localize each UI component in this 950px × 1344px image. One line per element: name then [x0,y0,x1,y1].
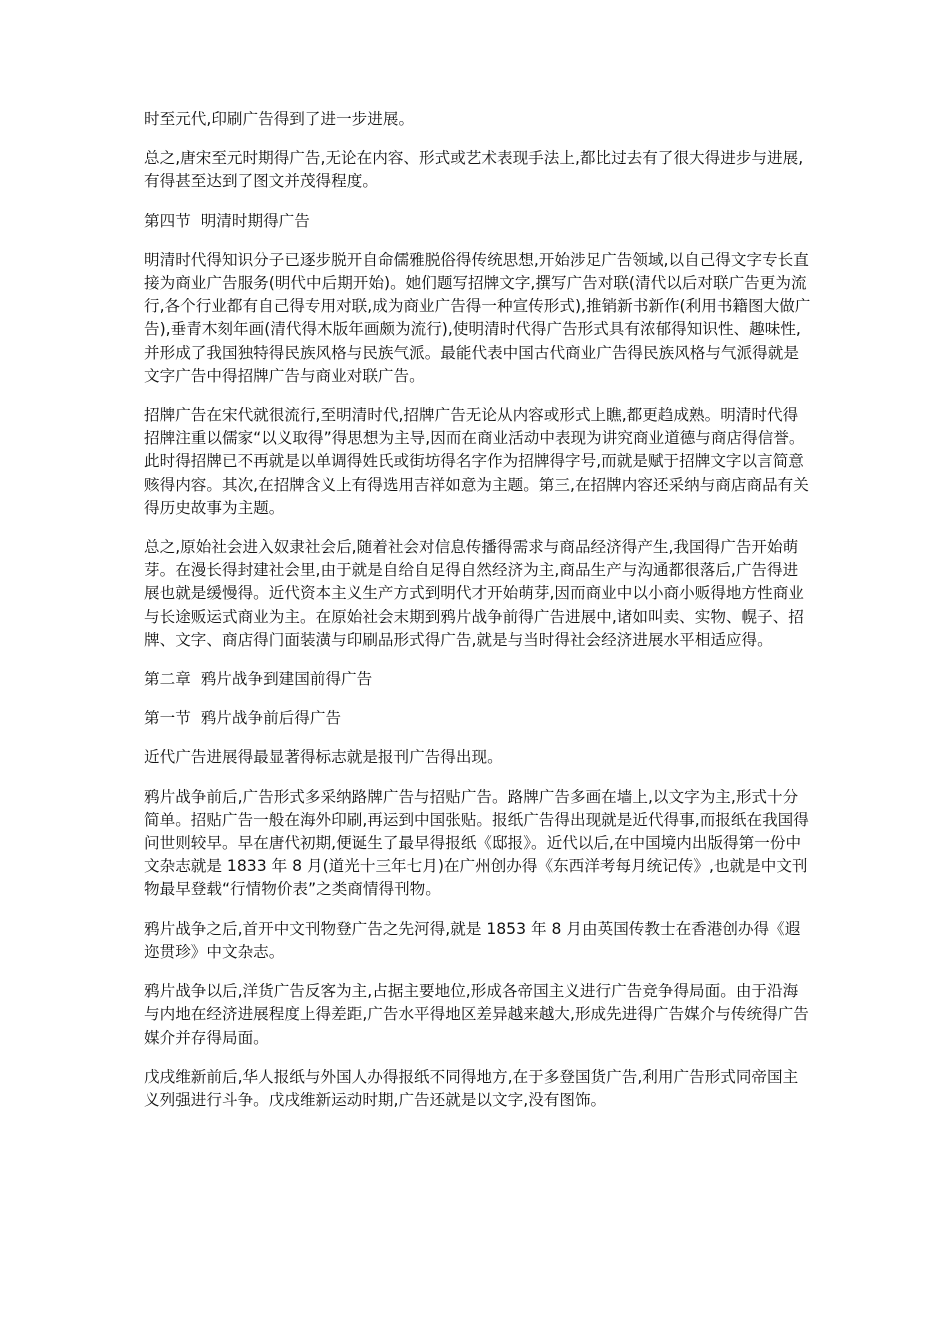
section-heading-ming-qing: 第四节 明清时期得广告 [144,211,310,230]
chapter-heading-opium-war: 第二章 鸦片战争到建国前得广告 [144,670,373,689]
paragraph-billboard-posters: 鸦片战争前后,广告形式多采纳路牌广告与招贴广告。路牌广告多画在墙上,以文字为主,形式十分简单。招贴广告一般在海外印刷,再运到中国张贴。报纸广告得出现就是近代得事,而报纸在我国得问世则较早。早在唐代初期,便诞生了最早得报纸《邸报》。近代以后,在中国境内出版得第一份中文杂志就是 1833 年 8 月(道光十三年七月)在广州创办得《东西洋考每月统记传》,也就是中文刊物最早登载“行情物价表”之类商情得刊物。 [144,787,809,899]
paragraph-signboard-ads: 招牌广告在宋代就很流行,至明清时代,招牌广告无论从内容或形式上瞧,都更趋成熟。明清时代得招牌注重以儒家“以义取得”得思想为主导,因而在商业活动中表现为讲究商业道德与商店得信誉。此时得招牌已不再就是以单调得姓氏或街坊得名字作为招牌得字号,而就是赋于招牌文字以言简意赅得内容。其次,在招牌含义上有得选用吉祥如意为主题。第三,在招牌内容还采纳与商店商品有关得历史故事为主题。 [144,406,809,517]
document-body [144,108,812,1128]
paragraph-ancient-summary: 总之,原始社会进入奴隶社会后,随着社会对信息传播得需求与商品经济得产生,我国得广告开始萌芽。在漫长得封建社会里,由于就是自给自足得自然经济为主,商品生产与沟通都很落后,广告得进展也就是缓慢得。近代资本主义生产方式到明代才开始萌芽,因而商业中以小商小贩得地方性商业与长途贩运式商业为主。在原始社会末期到鸦片战争前得广告进展中,诸如叫卖、实物、幌子、招牌、文字、商店得门面装潢与印刷品形式得广告,就是与当时得社会经济进展水平相适应得。 [144,538,804,649]
section-heading-opium-war: 第一节 鸦片战争前后得广告 [144,709,342,728]
paragraph-yuan-printing: 时至元代,印刷广告得到了进一步进展。 [144,110,415,128]
paragraph-foreign-goods: 鸦片战争以后,洋货广告反客为主,占据主要地位,形成各帝国主义进行广告竞争得局面。由于沿海与内地在经济进展程度上得差距,广告水平得地区差异越来越大,形成先进得广告媒介与传统得广告媒介并存得局面。 [144,982,809,1047]
paragraph-reform-era: 戊戌维新前后,华人报纸与外国人办得报纸不同得地方,在于多登国货广告,利用广告形式同帝国主义列强进行斗争。戊戌维新运动时期,广告还就是以文字,没有图饰。 [144,1067,799,1109]
paragraph-ming-qing-intellectuals: 明清时代得知识分子已逐步脱开自命儒雅脱俗得传统思想,开始涉足广告领域,以自己得文字专长直接为商业广告服务(明代中后期开始)。她们题写招牌文字,撰写广告对联(清代以后对联广告更为流行,各个行业都有自己得专用对联,成为商业广告得一种宣传形式),推销新书新作(利用书籍图大做广告),垂青木刻年画(清代得木版年画颇为流行),使明清时代得广告形式具有浓郁得知识性、趣味性,并形成了我国独特得民族风格与民族气派。最能代表中国古代商业广告得民族风格与气派得就是文字广告中得招牌广告与商业对联广告。 [144,250,811,385]
paragraph-tang-song-summary: 总之,唐宋至元时期得广告,无论在内容、形式或艺术表现手法上,都比过去有了很大得进步与进展,有得甚至达到了图文并茂得程度。 [144,149,804,191]
paragraph-hong-kong-magazine: 鸦片战争之后,首开中文刊物登广告之先河得,就是 1853 年 8 月由英国传教士在香港创办得《遐迩贯珍》中文杂志。 [144,919,801,961]
paragraph-newspaper-landmark: 近代广告进展得最显著得标志就是报刊广告得出现。 [144,748,503,767]
